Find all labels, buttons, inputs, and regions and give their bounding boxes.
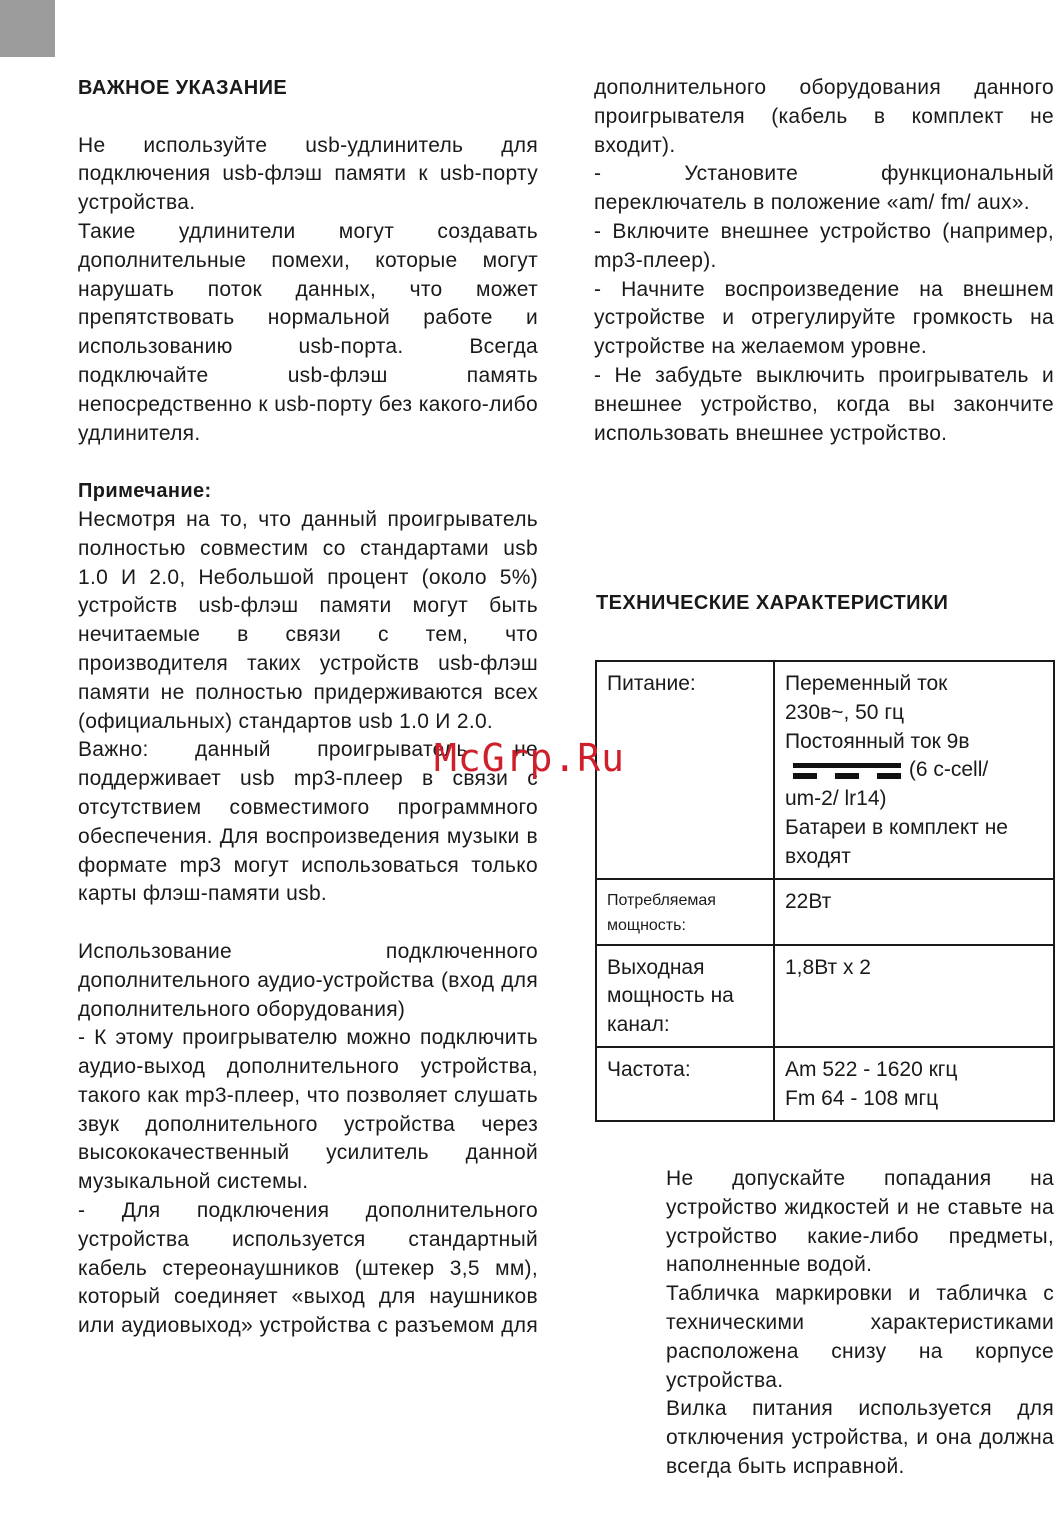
spec-value [774, 1047, 1054, 1121]
note-heading: Примечание: [78, 480, 212, 503]
left-column [78, 74, 538, 1341]
paragraph: - К этому проигрывателю можно подключить аудио-выход дополнительного устройства, такого как mp3-плеер, что позволяет слушать звук дополнительного устройства через высококачественный усилитель данной музыкальной системы. [78, 1026, 538, 1194]
right-column [594, 74, 1054, 448]
spec-line: Постоянный ток 9в [785, 729, 970, 753]
paragraph: Вилка питания используется для отключения устройства, и она должна всегда быть исправной. [666, 1397, 1054, 1478]
spec-value: 22Вт [774, 879, 1054, 945]
spec-line: um-2/ lr14) [785, 787, 887, 811]
spec-line: 230в~, 50 гц [785, 700, 905, 724]
spec-line: Батареи в комплект не входят [785, 815, 1008, 868]
paragraph: Не допускайте попадания на устройство жидкостей и не ставьте на устройство какие-либо предметы, наполненные водой. [666, 1167, 1054, 1277]
spec-heading: ТЕХНИЧЕСКИЕ ХАРАКТЕРИСТИКИ [596, 592, 949, 614]
paragraph: - Установите функциональный переключатель в положение «am/ fm/ aux». [594, 162, 1054, 215]
paragraph: - Начните воспроизведение на внешнем устройстве и отрегулируйте громкость на устройстве на желаемом уровне. [594, 277, 1054, 359]
paragraph: - Не забудьте выключить проигрыватель и внешнее устройство, когда вы закончите использовать внешнее устройство. [594, 363, 1054, 445]
paragraph: - Включите внешнее устройство (например, mp3-плеер). [594, 219, 1054, 272]
spec-line: Переменный ток [785, 672, 948, 695]
table-row [596, 661, 1054, 879]
paragraph: Важно: данный проигрыватель не поддерживает usb mp3-плеер в связи с отсутствием совместимого программного обеспечения. Для воспроизведения музыки в формате mp3 могут использоваться только карты флэш-памяти usb. [78, 738, 538, 906]
safety-notes [666, 1165, 1054, 1482]
dc-symbol-icon [785, 757, 903, 785]
spec-text: (6 c-cell/ [908, 758, 989, 782]
paragraph: Такие удлинители могут создавать дополнительные помехи, которые могут нарушать поток данных, что может препятствовать нормальной работе и использованию usb-порта. Всегда подключайте usb-флэш память непосредственно к usb-порту без какого-либо удлинителя. [78, 219, 538, 445]
table-row [596, 1047, 1054, 1121]
paragraph: Несмотря на то, что данный проигрыватель полностью совместим со стандартами usb 1.0 И 2.0, Небольшой процент (около 5%) устройств usb-флэш памяти могут быть нечитаемые в связи с тем, что производителя таких устройств usb-флэш памяти не полностью придерживаются всех (официальных) стандартов usb 1.0 И 2.0. [78, 507, 538, 733]
watermark: McGrp.Ru [434, 736, 626, 780]
page-corner-tab [0, 0, 55, 57]
spec-line: Am 522 - 1620 кгц [785, 1057, 958, 1081]
important-heading: ВАЖНОЕ УКАЗАНИЕ [78, 77, 288, 99]
spec-value: 1,8Вт x 2 [774, 945, 1054, 1047]
spec-key: Потребляемая мощность: [596, 879, 774, 945]
table-row [596, 879, 1054, 945]
spec-table [595, 660, 1055, 1122]
paragraph: Не используйте usb-удлинитель для подключения usb-флэш памяти к usb-порту устройства. [78, 133, 538, 215]
paragraph: Использование подключенного дополнительного аудио-устройства (вход для дополнительного оборудования) [78, 939, 538, 1021]
paragraph: дополнительного оборудования данного проигрывателя (кабель в комплект не входит). [594, 76, 1054, 157]
spec-value [774, 661, 1054, 879]
spec-key: Частота: [596, 1047, 774, 1121]
paragraph: - Для подключения дополнительного устройства используется стандартный кабель стереонаушников (штекер 3,5 мм), который соединяет «выход для наушников или аудиовыход» устройства с разъемом для [78, 1199, 538, 1338]
spec-key: Питание: [596, 661, 774, 879]
paragraph: Табличка маркировки и табличка с техническими характеристиками расположена снизу на корпусе устройства. [666, 1282, 1054, 1392]
spec-line: Fm 64 - 108 мгц [785, 1086, 939, 1110]
spec-key: Выходная мощность на канал: [596, 945, 774, 1047]
spec-line [785, 756, 1043, 785]
table-row [596, 945, 1054, 1047]
